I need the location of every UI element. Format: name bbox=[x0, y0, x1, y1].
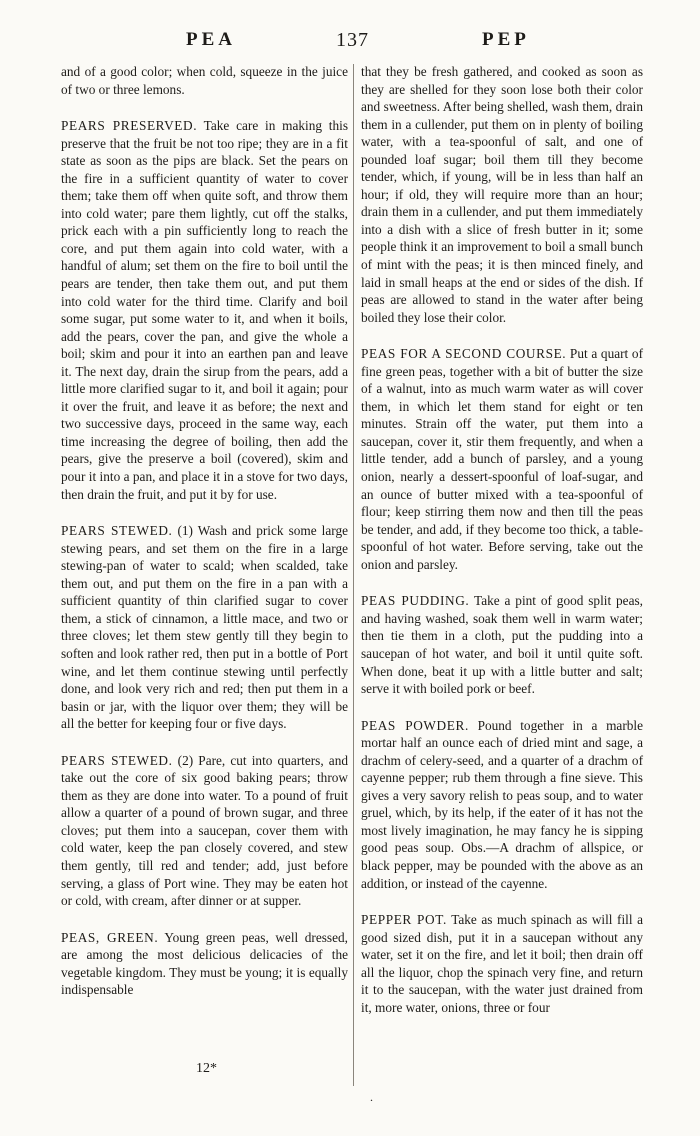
recipe-paragraph bbox=[61, 522, 348, 733]
recipe-paragraph bbox=[361, 592, 643, 697]
recipe-text: Take a pint of good split peas, and having washed, soak them well in warm water; then tie them in a cloth, put the pudding into a saucepan of hot water, and boil it until quite soft. When done, beat it up with a little butter and salt; serve it with boiled pork or beef. bbox=[361, 593, 643, 697]
recipe-heading: PEARS STEWED. bbox=[61, 752, 173, 768]
recipe-text: Take care in making this preserve that the fruit be not too ripe; they are in a fit state as soon as the pips are black. Set the pears on the fire in a sufficient quantity of water to cover them; take them off when quite soft, and throw them into cold water; pare them lightly, cut off the stalks, prick each with a pin sufficiently long to reach the core, and put them again into cold water, with a handful of alum; set them on the fire to boil until the pears are tender, then take them out, and put them into cold water for the third time. Clarify and boil some sugar, put some water to it, and when it boils, add the pears, cover the pan, and give the whole a boil; skim and pour it into an earthen pan and leave it. The next day, drain the sirup from the pears, add a little more clarified sugar to it, and boil it again; pour it over the fruit, and leave it as before; the next and two successive days, proceed in the same way, each time increasing the degree of boiling, then add the pears, give the preserve a boil (covered), skim and pour it into a pan, and place it in a stove for two days, then drain the fruit, and put it by for use. bbox=[61, 118, 348, 502]
continued-paragraph: and of a good color; when cold, squeeze in the juice of two or three lemons. bbox=[61, 64, 348, 97]
recipe-text: Put a quart of fine green peas, together with a bit of butter the size of a walnut, into as much warm water as will cover them, in which let them stand for eight or ten minutes. Strain off the water, put them into a saucepan, cover it, stir them frequently, and when a little tender, add a bunch of parsley, and a young onion, nearly a dessert-spoonful of loaf-sugar, and an ounce of butter mixed with a tea-spoonful of flour; keep stirring them now and then till the peas be tender, and add, if they become too thick, a table-spoonful of hot water. Before serving, take out the onion and parsley. bbox=[361, 346, 644, 572]
left-column bbox=[61, 63, 348, 1018]
recipe-text: Young green peas, well dressed, are among the most delicious delicacies of the vegetable kingdom. They must be young; it is equally indispensable bbox=[61, 929, 348, 998]
recipe-paragraph bbox=[61, 117, 348, 503]
recipe-entry-peas-second-course bbox=[361, 345, 643, 573]
recipe-text: Pound together in a marble mortar half an ounce each of dried mint and sage, a drachm of celery-seed, and a quarter of a drachm of cayenne pepper; rub them through a fine sieve. This gives a very savory relish to peas soup, and to water gruel, which, by its help, if the eater of it has not the most lively imagination, he may fancy he is sipping good peas soup. Obs.—A drachm of allspice, or black pepper, may be pounded with the above as an addition, or instead of the cayenne. bbox=[361, 717, 644, 891]
recipe-paragraph bbox=[361, 717, 643, 892]
recipe-paragraph bbox=[361, 911, 643, 1016]
recipe-heading: PEAS PUDDING. bbox=[361, 593, 470, 609]
recipe-entry-peas-powder bbox=[361, 717, 643, 892]
recipe-entry-peas-pudding bbox=[361, 592, 643, 697]
recipe-heading: PEARS PRESERVED. bbox=[61, 118, 198, 134]
recipe-text: (2) Pare, cut into quarters, and take out the core of six good baking pears; throw them as they are done into water. To a pound of fruit allow a quarter of a pound of brown sugar, and three cloves; put them into a saucepan, cover them with cold water, keep the pan closely covered, and stew them gently, till red and tender; add, just before serving, a glass of Port wine. They may be eaten hot or cold, with cream, after dinner or at supper. bbox=[61, 752, 348, 909]
footer-dot: . bbox=[370, 1090, 373, 1104]
continued-text bbox=[361, 63, 643, 326]
page-number: 137 bbox=[336, 29, 369, 51]
recipe-text: Take as much spinach as will fill a good sized dish, put it in a saucepan without any water, set it on the fire, and let it boil; then drain off all the liquor, chop the spinach very fine, and return it to the saucepan, with the water just drained from it, more water, onions, three or four bbox=[361, 912, 643, 1015]
recipe-entry-pears-stewed-2 bbox=[61, 752, 348, 910]
recipe-heading: PEAS FOR A SECOND COURSE. bbox=[361, 346, 567, 362]
recipe-entry-pears-stewed-1 bbox=[61, 522, 348, 733]
recipe-paragraph bbox=[361, 345, 643, 573]
recipe-paragraph bbox=[61, 929, 348, 999]
recipe-text: (1) Wash and prick some large stewing pears, and set them on the fire in a large stewing-pan of water to scald; when scalded, take them out, and put them on the fire in a pan with a sufficient quantity of thin clarified sugar to cover them, a stick of cinnamon, a little mace, and two or three cloves; let them stew gently till they begin to soften and look rather red, then put in a bottle of Port wine, and let them continue stewing until perfectly done, and look very rich and red; then put them in a basin or jar, with the liquor over them; they will be all the better for keeping four or five days. bbox=[61, 523, 348, 732]
recipe-heading: PEARS STEWED. bbox=[61, 523, 173, 539]
recipe-entry-peas-green bbox=[61, 929, 348, 999]
right-column bbox=[361, 63, 643, 1035]
column-divider bbox=[353, 64, 354, 1086]
recipe-entry-pears-preserved bbox=[61, 117, 348, 503]
recipe-heading: PEAS POWDER. bbox=[361, 717, 469, 733]
recipe-entry-pepper-pot bbox=[361, 911, 643, 1016]
recipe-heading: PEAS, GREEN. bbox=[61, 929, 159, 945]
running-header bbox=[0, 28, 700, 56]
continued-text bbox=[61, 63, 348, 98]
header-right-catchword: PEP bbox=[482, 29, 530, 50]
signature-mark: 12* bbox=[196, 1061, 217, 1076]
continued-paragraph: that they be fresh gathered, and cooked as soon as they are shelled for they soon lose both their color and sweetness. After being shelled, wash them, drain them in a cullender, put them on in plenty of boiling water, with a tea-spoonful of salt, and one of pounded loaf sugar; boil them till they become tender, which, if young, will be in less than half an hour; if old, they will require more than an hour; drain them in a cullender, and put them immediately into a dish with a slice of fresh butter in it; some people think it an improvement to boil a small bunch of mint with the peas; it is then minced finely, and laid in small heaps at the end or sides of the dish. If peas are allowed to stand in the water after being boiled they lose their color. bbox=[361, 64, 643, 325]
recipe-paragraph bbox=[61, 752, 348, 910]
recipe-heading: PEPPER POT. bbox=[361, 912, 447, 928]
header-left-catchword: PEA bbox=[186, 29, 236, 50]
